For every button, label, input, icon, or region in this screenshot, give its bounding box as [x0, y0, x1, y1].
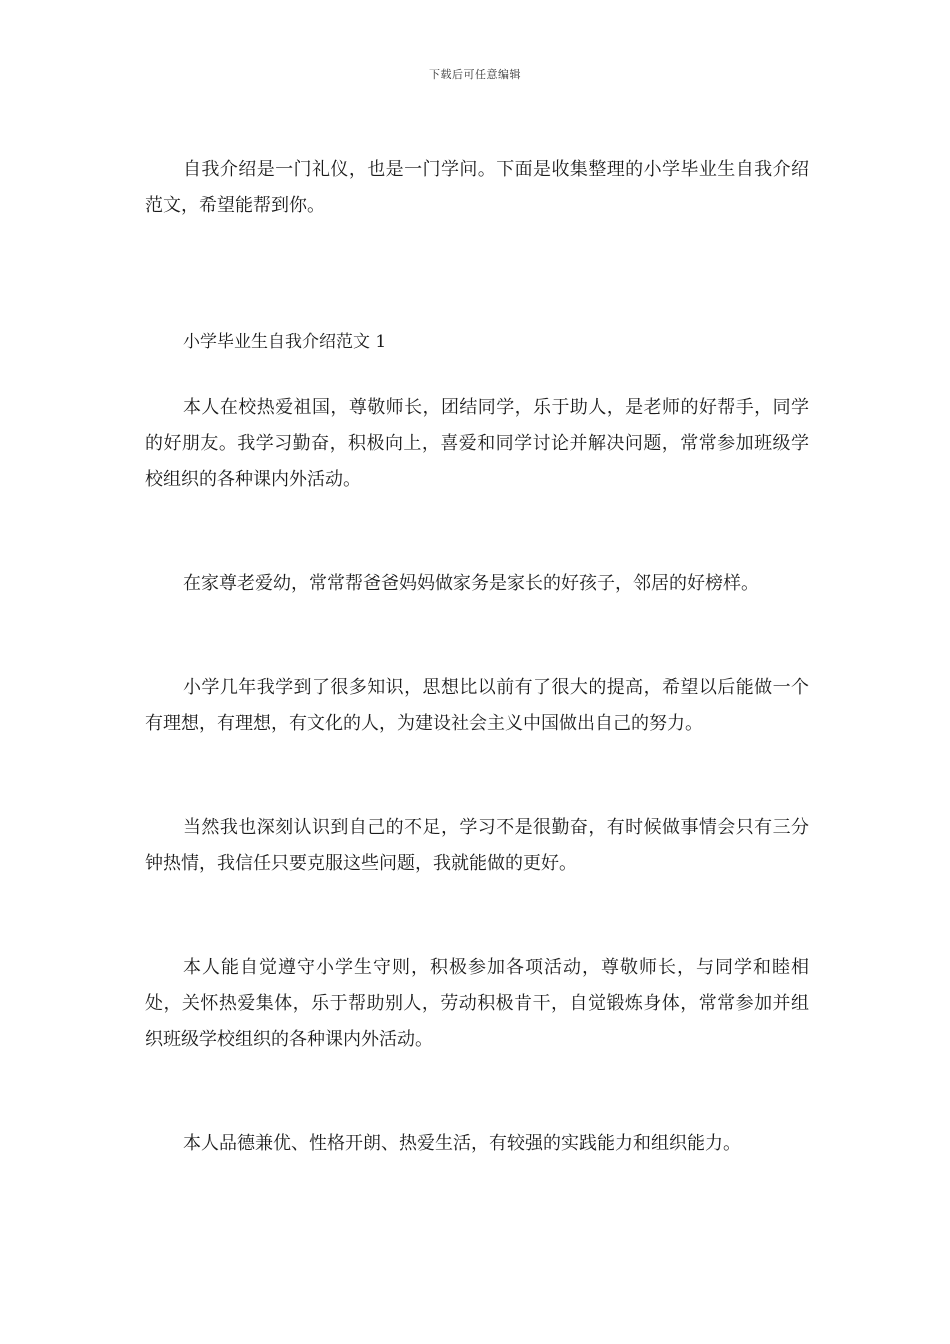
paragraph-2: 在家尊老爱幼，常常帮爸爸妈妈做家务是家长的好孩子，邻居的好榜样。 [183, 573, 759, 594]
page-header-note: 下载后可任意编辑 [429, 68, 521, 81]
paragraph-3: 小学几年我学到了很多知识，思想比以前有了很大的提高，希望以后能做一个有理想，有理想，有文化的人，为建设社会主义中国做出自己的努力。 [145, 677, 809, 734]
document-body [145, 152, 809, 1162]
spacer [145, 742, 809, 810]
spacer [145, 498, 809, 566]
section-title: 小学毕业生自我介绍范文 1 [183, 332, 387, 352]
spacer [145, 1058, 809, 1126]
intro-paragraph: 自我介绍是一门礼仪，也是一门学问。下面是收集整理的小学毕业生自我介绍范文，希望能帮到你。 [145, 159, 809, 216]
paragraph-1: 本人在校热爱祖国，尊敬师长，团结同学，乐于助人，是老师的好帮手，同学的好朋友。我学习勤奋，积极向上，喜爱和同学讨论并解决问题，常常参加班级学校组织的各种课内外活动。 [145, 397, 809, 490]
paragraph-6: 本人品德兼优、性格开朗、热爱生活，有较强的实践能力和组织能力。 [183, 1133, 741, 1154]
paragraph-4: 当然我也深刻认识到自己的不足，学习不是很勤奋，有时候做事情会只有三分钟热情，我信任只要克服这些问题，我就能做的更好。 [145, 817, 809, 874]
spacer [145, 602, 809, 670]
spacer [145, 360, 809, 390]
spacer [145, 882, 809, 950]
paragraph-5: 本人能自觉遵守小学生守则，积极参加各项活动，尊敬师长，与同学和睦相处，关怀热爱集体，乐于帮助别人，劳动积极肯干，自觉锻炼身体，常常参加并组织班级学校组织的各种课内外活动。 [145, 957, 809, 1050]
spacer [145, 224, 809, 324]
